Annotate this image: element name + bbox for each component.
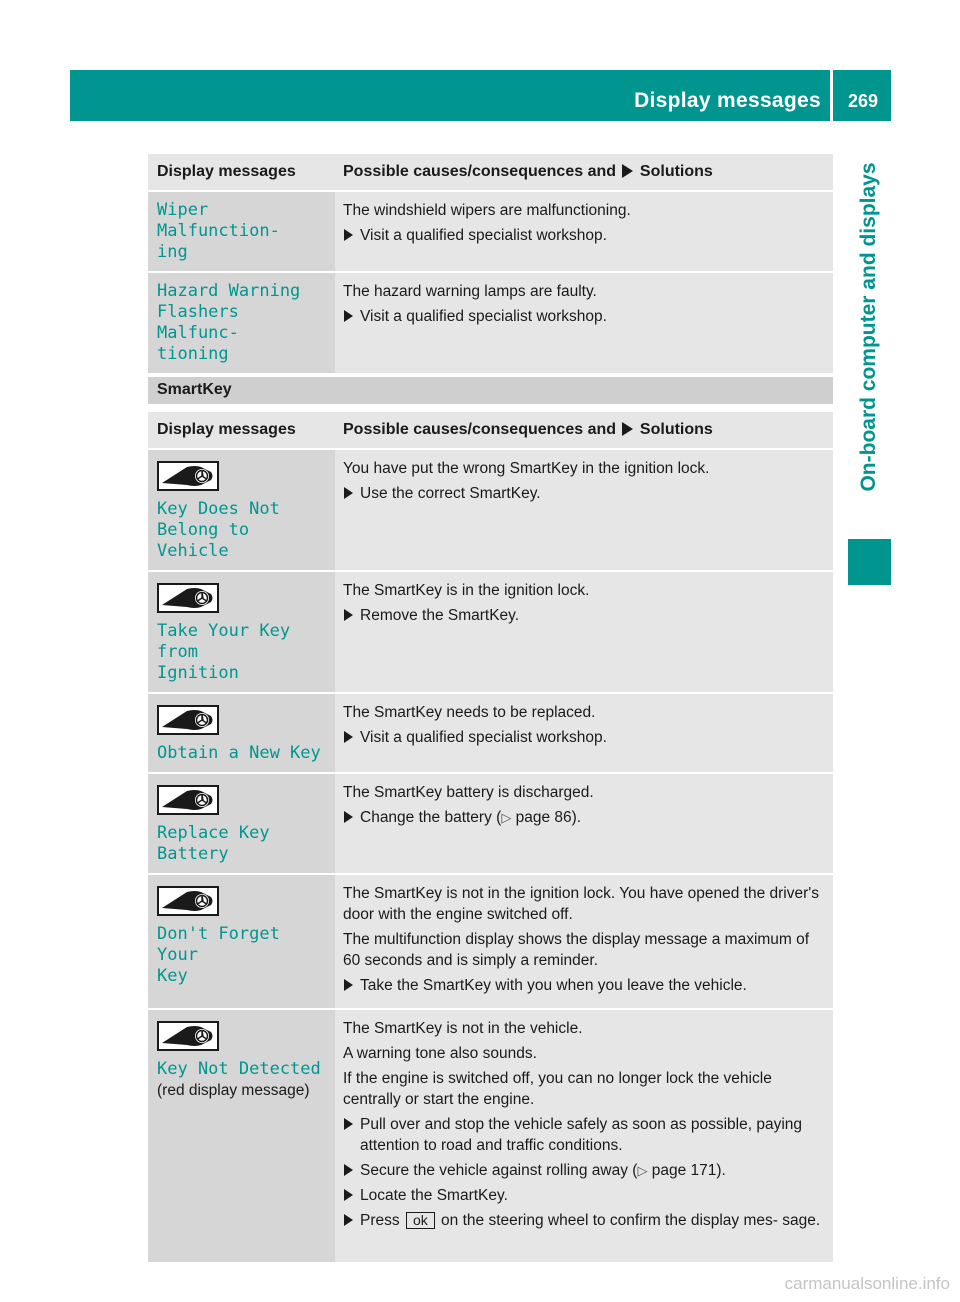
solution-step: Change the battery (▷ page 86). (343, 807, 827, 828)
message-code: Key Not Detected (157, 1059, 321, 1079)
side-chapter-tab (848, 121, 891, 532)
header-separator (830, 70, 833, 121)
step-arrow-icon (344, 1214, 353, 1226)
cause-text: The multifunction display shows the display message a maximum of 60 seconds and is simply a reminder. (343, 931, 810, 969)
page-ref-icon: ▷ (501, 810, 512, 825)
solution-step: Remove the SmartKey. (343, 605, 827, 626)
message-code: Obtain a New Key (157, 743, 321, 763)
smartkey-icon (157, 461, 219, 491)
message-cell (148, 1010, 335, 1262)
message-code: Wiper Malfunction‐ ing (157, 200, 280, 262)
smartkey-icon (157, 1021, 219, 1051)
cause-text: The SmartKey battery is discharged. (343, 784, 594, 801)
solution-step: Locate the SmartKey. (343, 1185, 827, 1206)
solution-step: Visit a qualified specialist workshop. (343, 727, 827, 748)
watermark: carmanualsonline.info (784, 1274, 950, 1293)
col-header-messages: Display messages (148, 154, 335, 190)
solution-arrow-icon (622, 422, 633, 436)
section-title-bar (148, 377, 833, 404)
solution-cell (335, 694, 833, 772)
col-header-causes-text: Possible causes/consequences and (343, 421, 617, 438)
message-code: Hazard Warning Flashers Malfunc‐ tioning (157, 281, 301, 364)
solution-arrow-icon (622, 164, 633, 178)
message-cell (148, 450, 335, 570)
table-row (148, 694, 833, 772)
display-messages-table-smartkey (148, 410, 833, 1264)
solution-cell (335, 450, 833, 570)
cause-text: The SmartKey is not in the vehicle. (343, 1020, 583, 1037)
col-header-solutions-text: Solutions (639, 163, 713, 180)
header-title: Display messages (634, 89, 821, 112)
message-code: Replace Key Battery (157, 823, 270, 864)
smartkey-icon (157, 705, 219, 735)
side-chapter-marker (848, 539, 891, 585)
solution-cell (335, 875, 833, 1008)
solution-step: Use the correct SmartKey. (343, 483, 827, 504)
step-arrow-icon (344, 1164, 353, 1176)
message-note: (red display message) (157, 1082, 310, 1099)
side-chapter-label: On-board computer and displays (857, 162, 880, 492)
step-arrow-icon (344, 1118, 353, 1130)
header-bar (70, 70, 891, 121)
cause-text: If the engine is switched off, you can no longer lock the vehicle centrally or start the engine. (343, 1070, 772, 1108)
cause-text: The SmartKey needs to be replaced. (343, 704, 596, 721)
message-cell (148, 572, 335, 692)
smartkey-icon (157, 886, 219, 916)
solution-cell (335, 774, 833, 873)
solution-step: Press ok on the steering wheel to confirm the display mes- sage. (343, 1210, 827, 1231)
section-title: SmartKey (157, 381, 232, 398)
table-row (148, 273, 833, 373)
smartkey-icon (157, 785, 219, 815)
page-ref-icon: ▷ (637, 1163, 648, 1178)
ok-button-icon: ok (406, 1212, 435, 1229)
col-header-solutions-text: Solutions (639, 421, 713, 438)
step-arrow-icon (344, 229, 353, 241)
table-row (148, 875, 833, 1008)
message-cell (148, 875, 335, 1008)
step-arrow-icon (344, 609, 353, 621)
step-arrow-icon (344, 811, 353, 823)
table-row (148, 1010, 833, 1262)
cause-text: The SmartKey is in the ignition lock. (343, 582, 590, 599)
step-arrow-icon (344, 487, 353, 499)
table-row (148, 192, 833, 271)
smartkey-icon (157, 583, 219, 613)
cause-text: The SmartKey is not in the ignition lock. You have opened the driver's door with the engine switched off. (343, 885, 819, 923)
solution-cell (335, 572, 833, 692)
cause-text: The hazard warning lamps are faulty. (343, 283, 597, 300)
message-cell (148, 273, 335, 373)
message-code: Don't Forget Your Key (157, 924, 280, 986)
step-arrow-icon (344, 310, 353, 322)
cause-text: The windshield wipers are malfunctioning. (343, 202, 631, 219)
col-header-messages: Display messages (148, 412, 335, 448)
col-header-causes (335, 154, 833, 190)
step-arrow-icon (344, 979, 353, 991)
page-number: 269 (847, 91, 878, 111)
solution-step: Secure the vehicle against rolling away (▷ page 171). (343, 1160, 827, 1181)
solution-step: Take the SmartKey with you when you leave the vehicle. (343, 975, 827, 996)
message-code: Take Your Key from Ignition (157, 621, 291, 683)
solution-step: Visit a qualified specialist workshop. (343, 306, 827, 327)
message-cell (148, 694, 335, 772)
table-row (148, 450, 833, 570)
step-arrow-icon (344, 1189, 353, 1201)
col-header-causes (335, 412, 833, 448)
table-header-row (148, 412, 833, 448)
cause-text: You have put the wrong SmartKey in the ignition lock. (343, 460, 710, 477)
step-arrow-icon (344, 731, 353, 743)
table-header-row (148, 154, 833, 190)
table-row (148, 774, 833, 873)
col-header-causes-text: Possible causes/consequences and (343, 163, 617, 180)
message-cell (148, 192, 335, 271)
solution-cell (335, 192, 833, 271)
cause-text: A warning tone also sounds. (343, 1045, 537, 1062)
message-code: Key Does Not Belong to Vehicle (157, 499, 280, 561)
message-cell (148, 774, 335, 873)
solution-step: Pull over and stop the vehicle safely as soon as possible, paying attention to road and traffic conditions. (343, 1114, 827, 1156)
display-messages-table-1 (148, 152, 833, 375)
table-row (148, 572, 833, 692)
solution-step: Visit a qualified specialist workshop. (343, 225, 827, 246)
solution-cell (335, 1010, 833, 1262)
solution-cell (335, 273, 833, 373)
